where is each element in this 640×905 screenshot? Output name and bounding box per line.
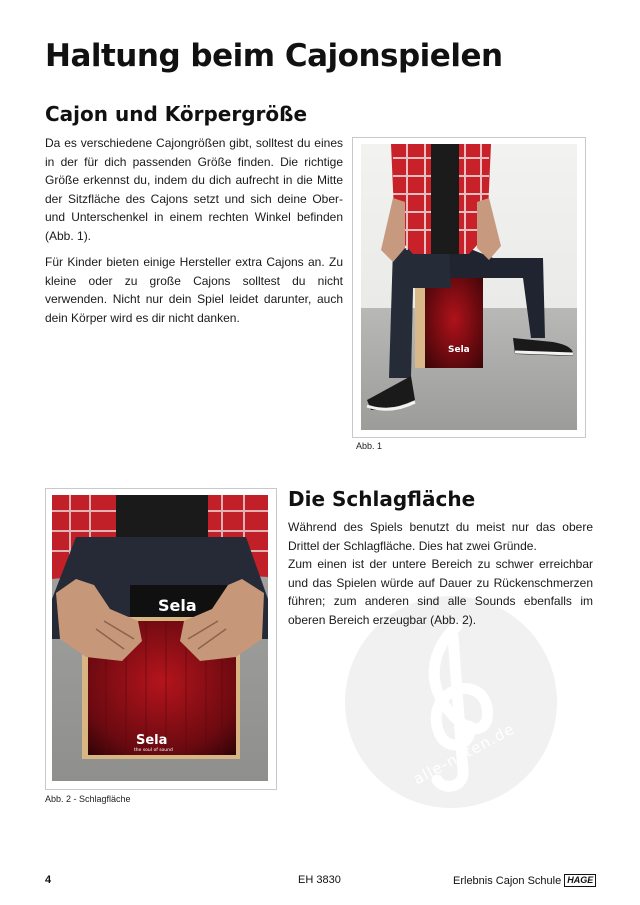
paragraph-size: Da es verschiedene Cajongrößen gibt, solltest du eines in der für dich passenden Größe finden. Die richtige Größe erkennst du, indem du dich aufrecht in die Mitte der Sitzfläche des Cajons setzt und sich deine Ober- und Unterschenkel in einem rechten Winkel befinden (Abb. 1). xyxy=(45,136,343,243)
publisher-logo: HAGE xyxy=(564,874,596,887)
watermark-text: alle-noten.de xyxy=(410,719,518,789)
figure-2-caption: Abb. 2 - Schlagfläche xyxy=(45,794,131,804)
paragraph-drittel: Während des Spiels benutzt du meist nur das obere Drittel der Schlagfläche. Dies hat zwei Gründe. xyxy=(288,520,593,553)
figure-2-cajon-tagline: the soul of sound xyxy=(134,748,173,753)
paragraph-gruende: Zum einen ist der untere Bereich zu schwer erreichbar und das Spielen würde auf Dauer zu Rückenschmerzen führen; zum anderen sind alle Sounds ebenfalls im oberen Bereich erzeugbar (Abb. 2). xyxy=(288,557,593,627)
figure-1-frame xyxy=(352,137,586,438)
page-number: 4 xyxy=(45,874,52,886)
section-heading-schlagflaeche: Die Schlagfläche xyxy=(288,487,476,511)
figure-1-cajon-logo: Sela xyxy=(448,345,470,355)
paragraph-kids: Für Kinder bieten einige Hersteller extra Cajons an. Zu kleine oder zu große Cajons solltest du nicht verwenden. Nicht nur dein Spiel leidet darunter, auch dein Körper wird es dir nicht danken. xyxy=(45,255,343,325)
footer-code: EH 3830 xyxy=(298,874,341,886)
figure-1-photo xyxy=(353,138,585,437)
section-heading-cajon-koerpergroesse: Cajon und Körpergröße xyxy=(45,102,308,126)
figure-2-cajon-logo: Sela xyxy=(136,733,168,748)
footer-book xyxy=(453,874,596,887)
figure-2-photo xyxy=(46,489,276,789)
figure-2-frame xyxy=(45,488,277,790)
footer-book-title: Erlebnis Cajon Schule xyxy=(453,875,562,887)
page-title: Haltung beim Cajonspielen xyxy=(45,38,503,74)
figure-1-caption: Abb. 1 xyxy=(356,441,383,451)
figure-2-cajon-logo-top: Sela xyxy=(158,596,197,615)
